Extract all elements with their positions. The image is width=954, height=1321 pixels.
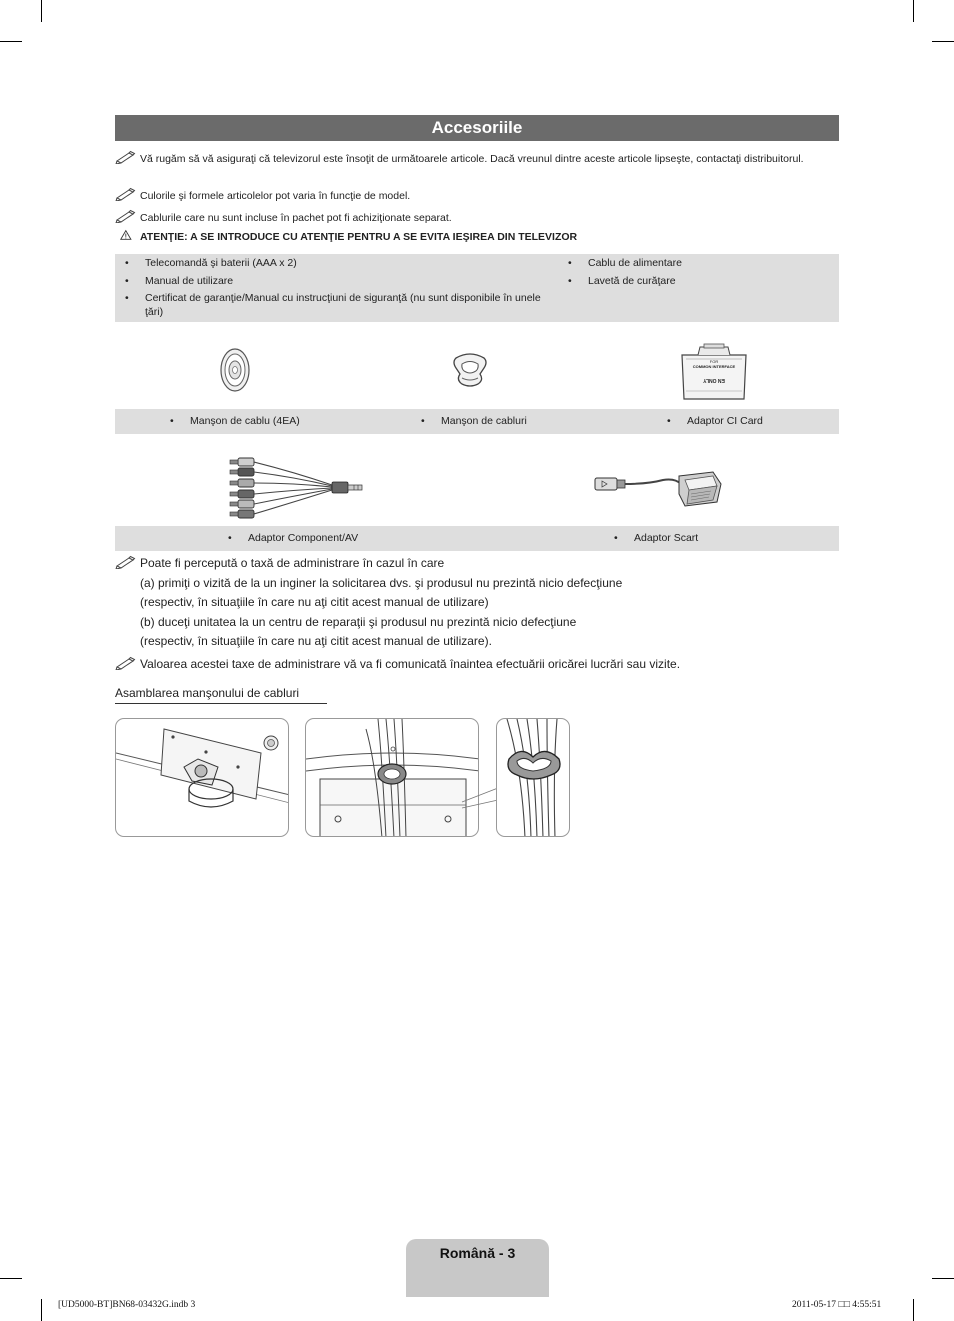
accessories-row-1: • Manşon de cablu (4EA) • Manşon de cabluri • Adaptor CI Card <box>115 409 839 434</box>
fee-note-a-detail: (respectiv, în situaţiile în care nu aţi citit acest manual de utilizare) <box>140 595 489 609</box>
pencil-note-icon <box>115 555 137 569</box>
warning-triangle-icon <box>120 228 136 242</box>
ci-card-text: COMMON INTERFACE <box>692 364 736 369</box>
print-file-info: [UD5000-BT]BN68-03432G.indb 3 <box>58 1300 196 1310</box>
fee-note-b: (b) duceţi unitatea la un centru de reparaţii şi produsul nu prezintă nicio defecţiune <box>140 614 577 629</box>
assembly-heading: Asamblarea manşonului de cabluri <box>115 686 327 704</box>
fee-note-a: (a) primiţi o vizită de la un inginer la solicitarea dvs. şi produsul nu prezintă nicio defecţiune <box>140 575 623 590</box>
pencil-note-icon <box>115 150 137 164</box>
print-date-info: 2011-05-17 □□ 4:55:51 <box>792 1300 882 1310</box>
fee-note-b-detail: (respectiv, în situaţiile în care nu aţi citit acest manual de utilizare). <box>140 634 492 648</box>
note-text: Vă rugăm să vă asiguraţi că televizorul este însoţit de următoarele articole. Dacă vreunul dintre aceste articole lipseşte, contactaţi distribuitorul. <box>140 153 804 165</box>
accessories-row-2: • Adaptor Component/AV • Adaptor Scart <box>115 526 839 551</box>
warning-text: ATENŢIE: A SE INTRODUCE CU ATENŢIE PENTRU A SE EVITA IEŞIREA DIN TELEVIZOR <box>140 231 578 243</box>
page-number: Română - 3 <box>439 1245 516 1261</box>
crop-mark <box>0 1278 22 1279</box>
crop-mark <box>0 41 22 42</box>
component-av-adapter-illustration <box>224 452 370 522</box>
items-box: • Telecomandă şi baterii (AAA x 2) • Manual de utilizare • Certificat de garanţie/Manual cu instrucţiuni de siguranţă (nu sunt disponibile în unele ţări) • Cablu de alimentare • Lavetă de curăţare <box>115 254 839 322</box>
note-text: Culorile şi formele articolelor pot varia în funcţie de model. <box>140 190 411 202</box>
crop-mark <box>41 0 42 22</box>
cable-tie-illustration <box>450 350 490 388</box>
ci-card-adapter-illustration <box>678 343 750 401</box>
zoom-connector-lines <box>460 740 500 810</box>
ci-card-text: EN ONLY <box>703 377 725 383</box>
assembly-step-2-illustration <box>305 718 479 837</box>
cable-holder-ring-illustration <box>218 347 252 393</box>
crop-mark <box>932 1278 954 1279</box>
scart-adapter-illustration <box>593 466 723 512</box>
crop-mark <box>41 1299 42 1321</box>
crop-mark <box>913 1299 914 1321</box>
page-number-tab <box>406 1239 549 1297</box>
page-title: Accesoriile <box>115 115 839 141</box>
crop-mark <box>913 0 914 22</box>
assembly-step-3-zoom-illustration <box>496 718 570 837</box>
ci-card-text: FOR <box>709 359 719 364</box>
pencil-note-icon <box>115 656 137 670</box>
fee-note-intro: Poate fi percepută o taxă de administrare în cazul în care <box>140 556 445 570</box>
crop-mark <box>932 41 954 42</box>
assembly-step-1-illustration <box>115 718 289 837</box>
note-text: Cablurile care nu sunt incluse în pachet pot fi achiziţionate separat. <box>140 212 452 224</box>
pencil-note-icon <box>115 209 137 223</box>
pencil-note-icon <box>115 187 137 201</box>
